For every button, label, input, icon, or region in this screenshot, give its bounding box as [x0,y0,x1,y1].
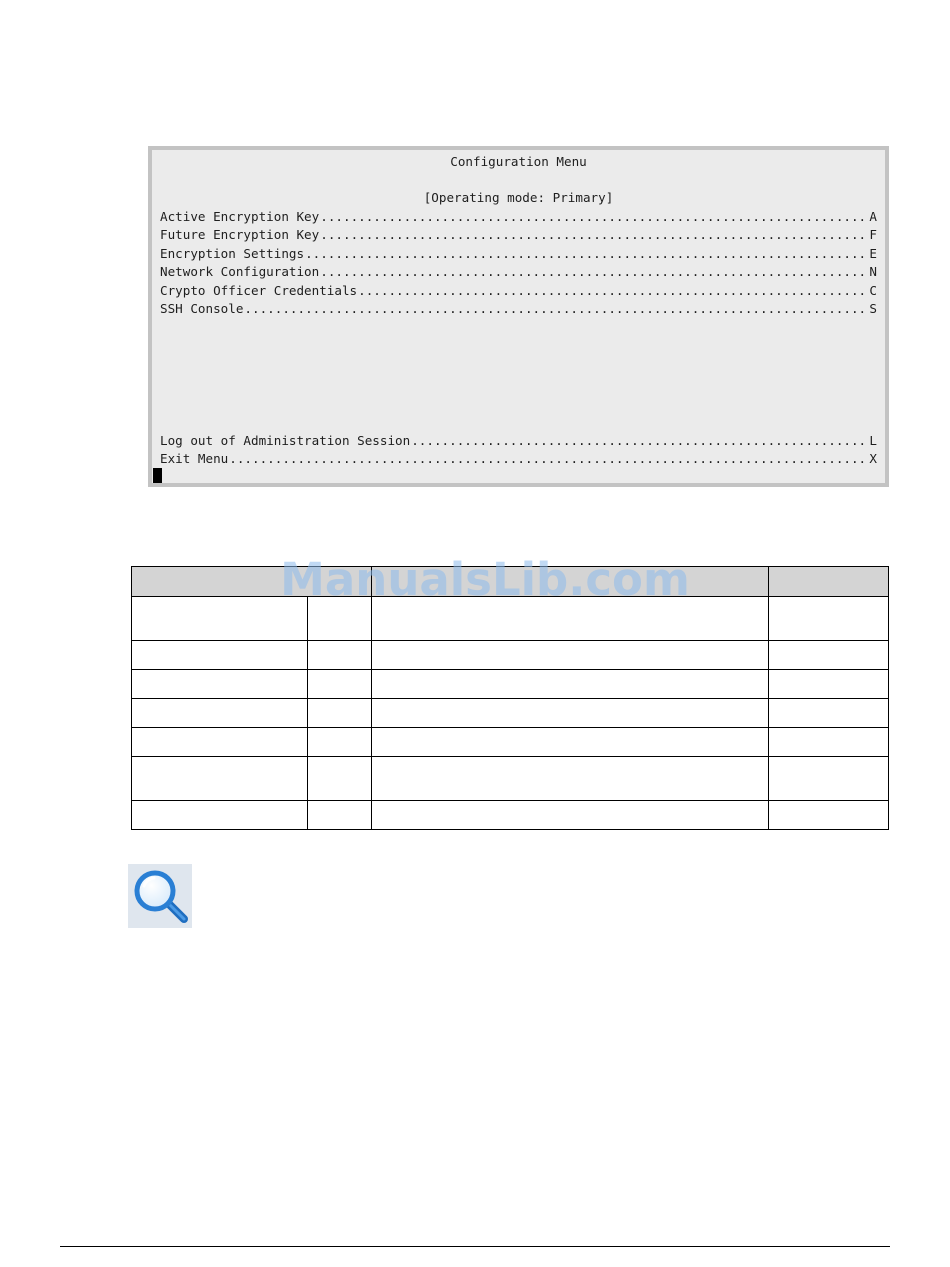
magnifier-icon [128,864,192,928]
menu-leader-dots [305,245,868,263]
menu-item-encryption-settings[interactable] [160,245,877,263]
menu-item-ssh-console[interactable] [160,300,877,318]
table-cell [372,641,769,670]
menu-item-future-encryption-key[interactable] [160,226,877,244]
menu-item-key: N [869,264,877,279]
table-cell [308,670,372,699]
menu-leader-dots [411,432,868,450]
table-row [132,757,889,801]
table-header-cell [769,567,889,597]
menu-leader-dots [320,263,868,281]
menu-item-key: A [869,209,877,224]
menu-item-label: Log out of Administration Session [160,433,411,448]
table-cell [769,670,889,699]
footer-divider [60,1246,890,1247]
menu-item-key: F [869,227,877,242]
menu-item-label: Encryption Settings [160,246,305,261]
menu-leader-dots [244,300,868,318]
table-row [132,801,889,830]
operating-mode: [Operating mode: Primary] [423,190,614,205]
menu-item-crypto-officer-credentials[interactable] [160,282,877,300]
menu-leader-dots [320,226,868,244]
table-cell [308,699,372,728]
table-cell [132,728,308,757]
menu-item-label: Crypto Officer Credentials [160,283,358,298]
table-cell [132,670,308,699]
table-row [132,699,889,728]
menu-item-key: S [869,301,877,316]
table-row [132,670,889,699]
menu-item-label: Future Encryption Key [160,227,320,242]
table-row [132,641,889,670]
table-cell [308,757,372,801]
table-cell [372,699,769,728]
menu-item-network-configuration[interactable] [160,263,877,281]
terminal-cursor [153,468,162,483]
menu-item-log-out[interactable] [160,432,877,450]
menu-leader-dots [320,208,868,226]
table-cell [132,641,308,670]
table-cell [132,757,308,801]
terminal-screen [148,146,889,487]
table-cell [372,801,769,830]
menu-item-active-encryption-key[interactable] [160,208,877,226]
table-cell [308,801,372,830]
table-row [132,728,889,757]
menu-item-label: Exit Menu [160,451,229,466]
terminal-title: Configuration Menu [450,154,587,169]
menu-item-key: E [869,246,877,261]
table-cell [769,801,889,830]
menu-item-label: Active Encryption Key [160,209,320,224]
table-cell [308,641,372,670]
menu-leader-dots [358,282,868,300]
table-cell [132,801,308,830]
menu-leader-dots [229,450,868,468]
menu-item-label: Network Configuration [160,264,320,279]
table-cell [132,699,308,728]
table-cell [769,728,889,757]
menu-item-key: X [869,451,877,466]
table-cell [769,597,889,641]
menu-item-exit-menu[interactable] [160,450,877,468]
watermark: ManualsLib.com [280,553,690,606]
menu-item-label: SSH Console [160,301,244,316]
menu-item-key: C [869,283,877,298]
table-cell [372,670,769,699]
table-cell [769,641,889,670]
table-cell [769,699,889,728]
table-cell [372,728,769,757]
menu-item-key: L [869,433,877,448]
table-cell [769,757,889,801]
table-cell [372,757,769,801]
table-cell [308,728,372,757]
